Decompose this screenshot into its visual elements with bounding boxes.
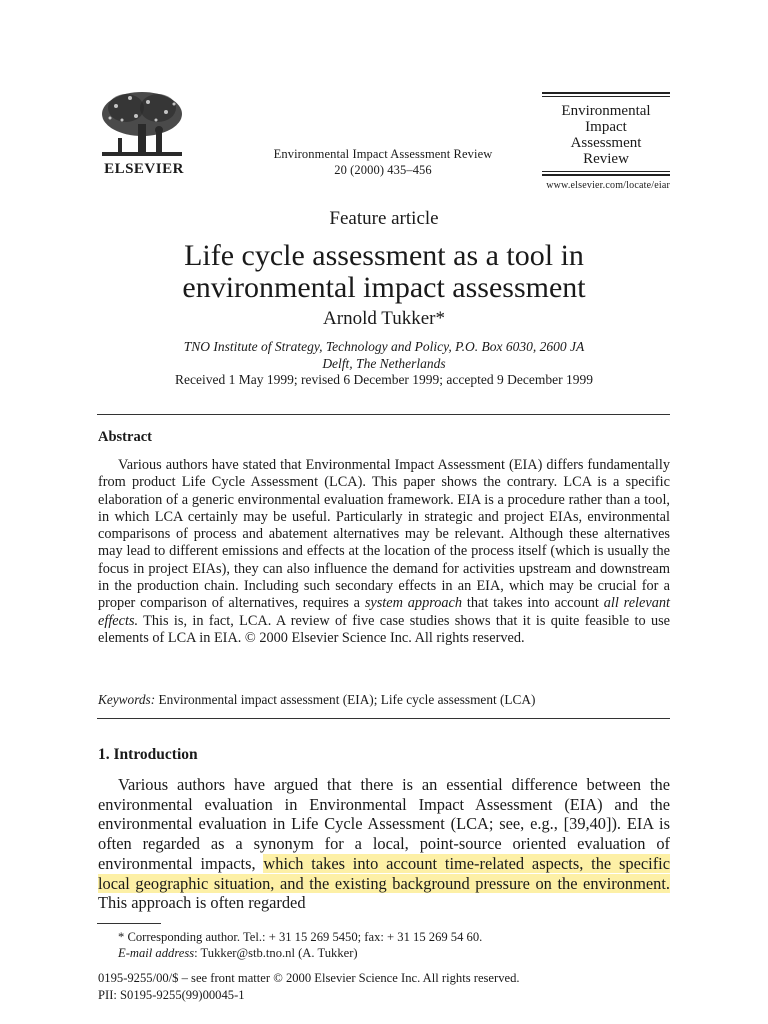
journal-name: Environmental Impact Assessment Review <box>273 147 493 161</box>
received-dates: Received 1 May 1999; revised 6 December 1999; accepted 9 December 1999 <box>175 372 593 387</box>
email-label: E-mail address <box>118 946 195 960</box>
affiliation-line: TNO Institute of Strategy, Technology and Policy, P.O. Box 6030, 2600 JA <box>183 339 585 354</box>
abstract-text-part: This is, in fact, LCA. A review of five case studies shows that it is quite feasible to use elements of LCA in EIA. © 2000 Elsevier Science Inc. All rights reserved. <box>98 612 670 646</box>
journal-reference <box>250 146 516 178</box>
introduction-text <box>98 775 670 913</box>
journal-title-box <box>542 92 670 191</box>
abstract-top-divider <box>97 414 670 415</box>
box-bottom-rule <box>542 174 670 176</box>
intro-text-part: This approach is often regarded <box>98 893 306 913</box>
article-title <box>0 240 768 304</box>
abstract-heading: Abstract <box>98 429 152 445</box>
affiliation-line: Delft, The Netherlands <box>322 356 446 371</box>
abstract-text-part: Various authors have stated that Environmental Impact Assessment (EIA) differs fundamentally from product Life Cycle Assessment (LCA). This paper shows the contrary. LCA is a specific elaboration of a generic environmental evaluation framework. EIA is a procedure rather than a tool, in which LCA certainly may be useful. Particularly in strategic and project EIAs, environmental comparisons of process and abatement alternatives may be relevant. Although these alternatives may lead to different emissions and effects at the location of the process itself (which is usually the focus in project EIAs), they can also influence the demand for activities upstream and downstream in the production chain. Including such secondary effects in an EIA, which may be crucial for a proper comparison of alternatives, requires a <box>98 457 670 612</box>
box-top-rule <box>542 92 670 94</box>
abstract-text <box>98 457 670 647</box>
abstract-italic: all relevant effects. <box>98 595 670 629</box>
journal-box-name <box>542 99 670 171</box>
author-name: Arnold Tukker* <box>323 308 445 329</box>
article-type: Feature article <box>329 208 439 229</box>
abstract-italic: system approach <box>364 595 463 612</box>
pii-line: PII: S0195-9255(99)00045-1 <box>98 988 245 1002</box>
publisher-name: ELSEVIER <box>104 161 184 177</box>
title-line: Life cycle assessment as a tool in <box>184 239 584 272</box>
abstract-bottom-divider <box>97 718 670 719</box>
journal-url[interactable]: www.elsevier.com/locate/eiar <box>546 180 670 191</box>
front-matter-line: 0195-9255/00/$ – see front matter © 2000 Elsevier Science Inc. All rights reserved. <box>98 971 520 985</box>
email-address[interactable]: : Tukker@stb.tno.nl (A. Tukker) <box>194 946 358 960</box>
copyright-footer <box>98 970 520 1004</box>
footnote-rule <box>97 923 161 924</box>
journal-box-line: Environmental <box>561 103 651 119</box>
author-affiliation <box>0 338 768 372</box>
box-top-rule-thin <box>542 96 670 97</box>
journal-citation: 20 (2000) 435–456 <box>334 163 432 177</box>
keywords-text: Environmental impact assessment (EIA); Life cycle assessment (LCA) <box>155 692 536 707</box>
footnote-email <box>118 945 482 961</box>
box-bottom-rule-thin <box>542 171 670 172</box>
section-heading: 1. Introduction <box>98 746 198 763</box>
intro-text-part: Various authors have argued that there is an essential difference between the environmental evaluation in Environmental Impact Assessment (EIA) and the environmental evaluation in Life Cycle Assessment (LCA; see, e.g., [39,40]). EIA is often regarded as a synonym for a local, point-source oriented evaluation of environmental impacts, <box>98 775 670 873</box>
journal-box-line: Review <box>583 151 629 167</box>
journal-box-line: Impact <box>585 119 627 135</box>
highlighted-text: which takes into account time-related aspects, the specific local geographic situation, and the existing background pressure on the environment. <box>98 853 670 893</box>
journal-box-line: Assessment <box>570 135 642 151</box>
footnote <box>118 929 482 961</box>
keywords-line <box>98 692 670 708</box>
title-line: environmental impact assessment <box>182 271 586 304</box>
keywords-label: Keywords: <box>98 692 156 707</box>
abstract-text-part: that takes into account <box>462 595 604 612</box>
footnote-corresponding: * Corresponding author. Tel.: + 31 15 269 5450; fax: + 31 15 269 54 60. <box>118 930 483 944</box>
